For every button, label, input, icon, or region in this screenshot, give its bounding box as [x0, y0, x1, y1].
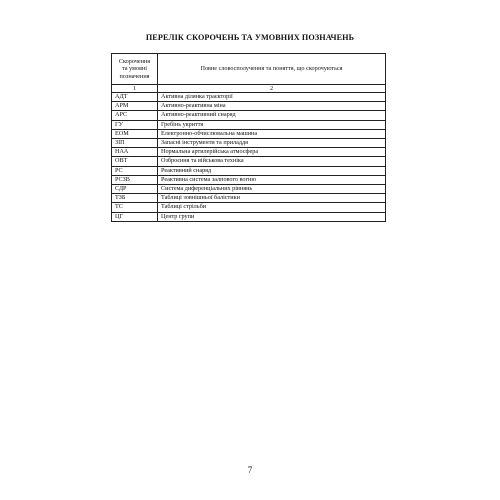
abbreviation-cell: АРС [112, 111, 158, 120]
abbreviation-cell: ЗІП [112, 139, 158, 148]
meaning-cell: Активна ділянка траєкторії [158, 93, 386, 102]
column-number: 2 [158, 85, 386, 93]
table-row [112, 120, 386, 129]
page-title: ПЕРЕЛІК СКОРОЧЕНЬ ТА УМОВНИХ ПОЗНАЧЕНЬ [145, 33, 355, 42]
abbreviation-cell: ГУ [112, 120, 158, 129]
table-row [112, 157, 386, 166]
table-row [112, 148, 386, 157]
table-row [112, 175, 386, 184]
meaning-cell: Активно-реактивна міна [158, 102, 386, 111]
header-full-phrase: Повне словосполучення та поняття, що скорочуються [158, 54, 386, 85]
abbreviation-cell: ОВТ [112, 157, 158, 166]
table-row [112, 93, 386, 102]
table-row [112, 166, 386, 175]
page-number: 7 [247, 465, 253, 475]
table-row [112, 212, 386, 221]
table-row [112, 203, 386, 212]
meaning-cell: Центр групи [158, 212, 386, 221]
abbreviation-cell: РС [112, 166, 158, 175]
header-abbreviation [112, 54, 158, 85]
column-number-row [112, 85, 386, 93]
column-number: 1 [112, 85, 158, 93]
meaning-cell: Система диференціальних рівнянь [158, 185, 386, 194]
meaning-cell: Таблиці зовнішньої балістики [158, 194, 386, 203]
table-header-row [112, 54, 386, 85]
meaning-cell: Нормальна артилерійська атмосфера [158, 148, 386, 157]
abbreviation-cell: ЦГ [112, 212, 158, 221]
meaning-cell: Таблиці стрільби [158, 203, 386, 212]
abbreviation-cell: РСЗВ [112, 175, 158, 184]
meaning-cell: Активно-реактивний снаряд [158, 111, 386, 120]
meaning-cell: Реактивний снаряд [158, 166, 386, 175]
abbreviation-cell: ЕОМ [112, 129, 158, 138]
meaning-cell: Гребінь укриття [158, 120, 386, 129]
header-abbreviation-line: позначення [119, 72, 150, 80]
table-row [112, 111, 386, 120]
abbreviation-cell: АРМ [112, 102, 158, 111]
abbreviations-table [111, 53, 386, 222]
meaning-cell: Озброєння та військова техніка [158, 157, 386, 166]
abbreviation-cell: НАА [112, 148, 158, 157]
abbreviation-cell: СДР [112, 185, 158, 194]
table-row [112, 185, 386, 194]
header-abbreviation-line: Скорочення [118, 57, 151, 65]
meaning-cell: Запасні інструменти та приладдя [158, 139, 386, 148]
table-row [112, 129, 386, 138]
abbreviation-cell: ТС [112, 203, 158, 212]
table-row [112, 194, 386, 203]
meaning-cell: Електронно-обчислювальна машина [158, 129, 386, 138]
table-row [112, 139, 386, 148]
abbreviation-cell: АДТ [112, 93, 158, 102]
table-row [112, 102, 386, 111]
header-abbreviation-line: та умовні [121, 65, 148, 73]
meaning-cell: Реактивна система залпового вогню [158, 175, 386, 184]
abbreviation-cell: ТЗБ [112, 194, 158, 203]
